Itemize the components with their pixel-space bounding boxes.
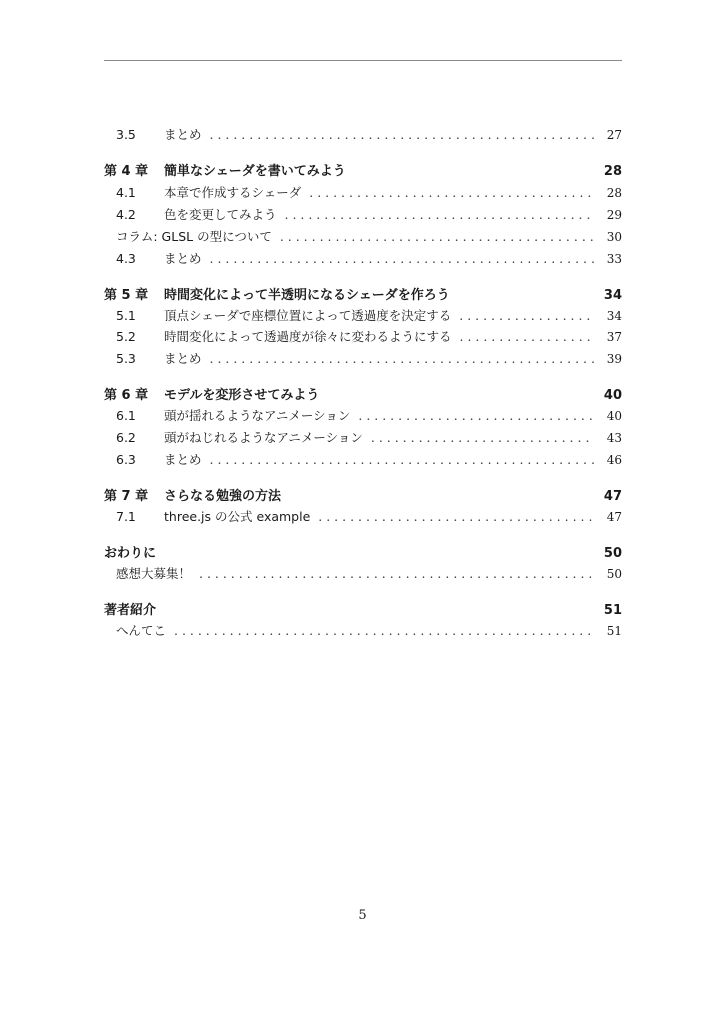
toc-entry[interactable] xyxy=(104,621,622,641)
dot-leader xyxy=(285,207,594,222)
dot-leader xyxy=(371,430,594,445)
page-number: 37 xyxy=(606,330,622,344)
header-rule xyxy=(104,60,622,61)
section-title: 頭がねじれるようなアニメーション xyxy=(164,430,363,445)
page-number: 50 xyxy=(606,567,622,581)
dot-leader xyxy=(210,452,594,467)
page-number: 30 xyxy=(606,230,622,244)
chapter-title: さらなる勉強の方法 xyxy=(164,489,282,504)
section-title: まとめ xyxy=(164,251,202,266)
section-number: 4.2 xyxy=(116,207,136,222)
section-title: まとめ xyxy=(164,127,202,142)
dot-leader xyxy=(199,566,594,581)
toc-entry[interactable] xyxy=(104,227,622,247)
toc-chapter[interactable] xyxy=(104,384,622,404)
chapter-title: 著者紹介 xyxy=(104,603,157,618)
toc-chapter[interactable] xyxy=(104,284,622,304)
dot-leader xyxy=(210,351,594,366)
section-title: まとめ xyxy=(164,351,202,366)
section-title: まとめ xyxy=(164,452,202,467)
toc-chapter[interactable] xyxy=(104,485,622,505)
toc-entry[interactable] xyxy=(104,450,622,470)
page-number: 51 xyxy=(606,624,622,638)
chapter-number: 第 7 章 xyxy=(104,489,149,504)
page-number: 29 xyxy=(606,208,622,222)
page-number: 33 xyxy=(606,252,622,266)
page-number: 28 xyxy=(606,186,622,200)
toc-entry[interactable] xyxy=(104,428,622,448)
toc-entry[interactable] xyxy=(104,249,622,269)
toc-chapter[interactable] xyxy=(104,160,622,180)
section-title: 時間変化によって透過度が徐々に変わるようにする xyxy=(164,329,452,344)
section-number: 7.1 xyxy=(116,509,136,524)
section-title: へんてこ xyxy=(116,623,167,638)
section-title: コラム: GLSL の型について xyxy=(116,229,272,244)
toc-entry[interactable] xyxy=(104,306,622,326)
section-number: 6.3 xyxy=(116,452,136,467)
section-number: 4.3 xyxy=(116,251,136,266)
section-title: 頭が揺れるようなアニメーション xyxy=(164,408,351,423)
toc-entry[interactable] xyxy=(104,564,622,584)
section-number: 5.1 xyxy=(116,308,136,323)
toc-entry[interactable] xyxy=(104,125,622,145)
page-number: 27 xyxy=(606,128,622,142)
page-number: 28 xyxy=(603,164,622,179)
chapter-title: 簡単なシェーダを書いてみよう xyxy=(164,164,346,179)
chapter-number: 第 4 章 xyxy=(104,164,149,179)
toc-entry[interactable] xyxy=(104,205,622,225)
page-number: 40 xyxy=(606,409,622,423)
page-number: 34 xyxy=(606,309,622,323)
dot-leader xyxy=(318,509,594,524)
chapter-title: おわりに xyxy=(104,546,157,561)
toc-chapter[interactable] xyxy=(104,599,622,619)
page-footer-number: 5 xyxy=(358,908,367,923)
section-title: three.js の公式 example xyxy=(164,509,311,524)
page-number: 50 xyxy=(603,546,622,561)
dot-leader xyxy=(280,229,594,244)
chapter-title: 時間変化によって半透明になるシェーダを作ろう xyxy=(164,288,450,303)
section-number: 4.1 xyxy=(116,185,136,200)
toc-entry[interactable] xyxy=(104,183,622,203)
toc-entry[interactable] xyxy=(104,406,622,426)
toc-entry[interactable] xyxy=(104,507,622,527)
dot-leader xyxy=(210,251,594,266)
section-number: 5.3 xyxy=(116,351,136,366)
dot-leader xyxy=(358,408,594,423)
section-title: 色を変更してみよう xyxy=(164,207,277,222)
section-number: 3.5 xyxy=(116,127,136,142)
section-title: 頂点シェーダで座標位置によって透過度を決定する xyxy=(164,308,452,323)
page-number: 43 xyxy=(606,431,622,445)
page-number: 34 xyxy=(603,288,622,303)
dot-leader xyxy=(174,623,594,638)
toc-entry[interactable] xyxy=(104,327,622,347)
dot-leader xyxy=(459,308,594,323)
section-number: 6.1 xyxy=(116,408,136,423)
toc-entry[interactable] xyxy=(104,349,622,369)
page-number: 46 xyxy=(606,453,622,467)
page-number: 39 xyxy=(606,352,622,366)
page-number: 40 xyxy=(603,388,622,403)
section-number: 5.2 xyxy=(116,329,136,344)
dot-leader xyxy=(460,329,594,344)
page-number: 47 xyxy=(603,489,622,504)
dot-leader xyxy=(210,127,594,142)
chapter-number: 第 6 章 xyxy=(104,388,149,403)
chapter-number: 第 5 章 xyxy=(104,288,149,303)
toc-chapter[interactable] xyxy=(104,542,622,562)
section-number: 6.2 xyxy=(116,430,136,445)
chapter-title: モデルを変形させてみよう xyxy=(164,388,320,403)
dot-leader xyxy=(309,185,594,200)
section-title: 本章で作成するシェーダ xyxy=(164,185,302,200)
page-number: 47 xyxy=(606,510,622,524)
section-title: 感想大募集！ xyxy=(116,566,192,581)
page-number: 51 xyxy=(603,603,622,618)
